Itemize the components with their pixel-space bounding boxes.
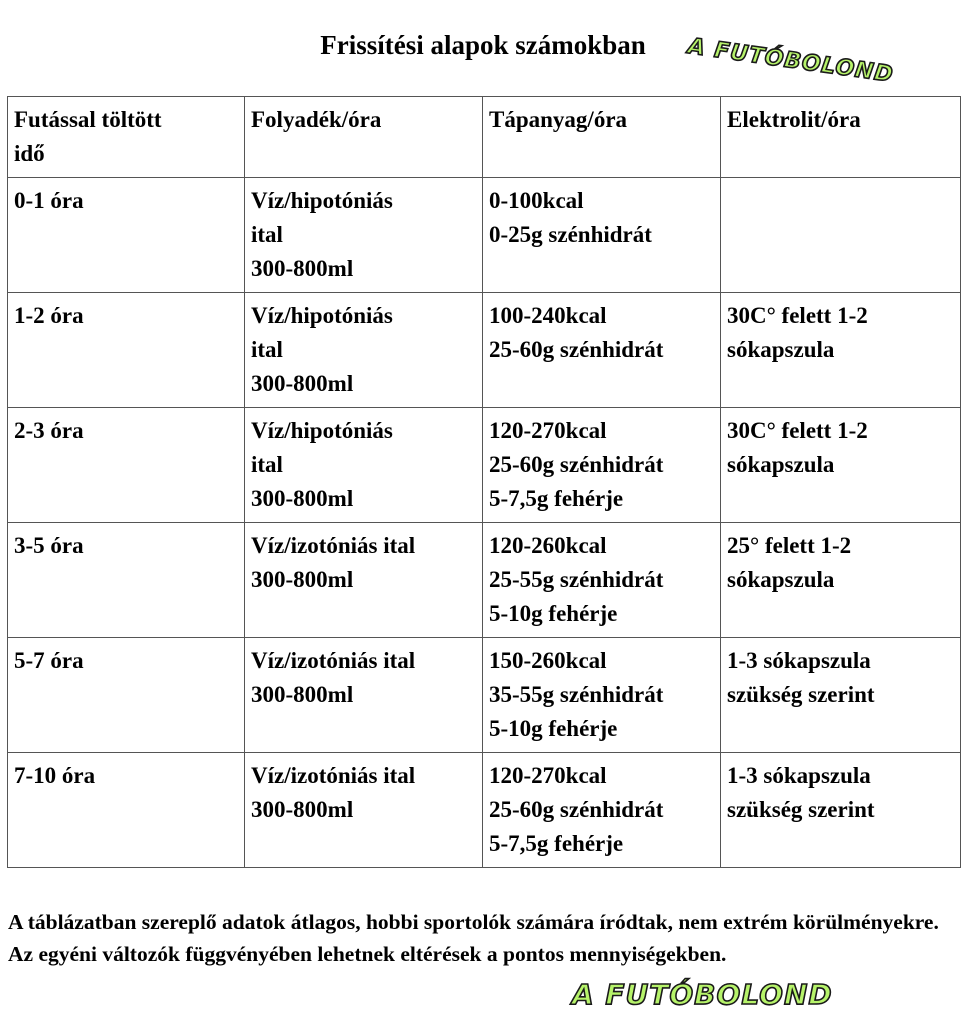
cell-line: 5-7,5g fehérje [489, 486, 624, 511]
cell-line: 300-800ml [251, 797, 354, 822]
table-cell-fluid [245, 638, 483, 753]
cell-line: Víz/izotóniás ital [251, 533, 416, 558]
cell-line: 0-100kcal [489, 188, 584, 213]
table-cell-electrolyte [721, 293, 961, 408]
table-cell-electrolyte [721, 753, 961, 868]
table-row [8, 293, 961, 408]
cell-line: 300-800ml [251, 682, 354, 707]
cell-line: 5-7 óra [14, 648, 84, 673]
cell-line: 120-260kcal [489, 533, 607, 558]
cell-line: Víz/hipotóniás [251, 418, 393, 443]
table-cell-nutrient [483, 523, 721, 638]
cell-line: Víz/hipotóniás [251, 303, 393, 328]
cell-line: 300-800ml [251, 486, 354, 511]
cell-line: 120-270kcal [489, 418, 607, 443]
cell-line: 1-2 óra [14, 303, 84, 328]
cell-line: 120-270kcal [489, 763, 607, 788]
cell-line: 5-7,5g fehérje [489, 831, 624, 856]
table-cell-fluid [245, 293, 483, 408]
cell-line: 25-60g szénhidrát [489, 797, 664, 822]
header-line: idő [14, 141, 45, 166]
cell-line: sókapszula [727, 452, 835, 477]
header-cell-nutrient [483, 97, 721, 178]
cell-line: 150-260kcal [489, 648, 607, 673]
table-cell-time [8, 293, 245, 408]
cell-line: 0-25g szénhidrát [489, 222, 652, 247]
table-cell-time [8, 523, 245, 638]
cell-line: 35-55g szénhidrát [489, 682, 664, 707]
table-cell-nutrient [483, 638, 721, 753]
brand-logo-bottom: A FUTÓBOLOND [572, 978, 833, 1011]
cell-line: Víz/hipotóniás [251, 188, 393, 213]
table-cell-time [8, 178, 245, 293]
cell-line: 30C° felett 1-2 [727, 418, 868, 443]
cell-line: 300-800ml [251, 567, 354, 592]
table-row [8, 638, 961, 753]
cell-line: 2-3 óra [14, 418, 84, 443]
cell-line: 25-55g szénhidrát [489, 567, 664, 592]
table-cell-electrolyte [721, 408, 961, 523]
table-row [8, 408, 961, 523]
table-cell-electrolyte [721, 178, 961, 293]
footnote: A táblázatban szereplő adatok átlagos, hobbi sportolók számára íródtak, nem extrém körülményekre. Az egyéni változók függvényében lehetnek eltérések a pontos mennyiségekben. [8, 910, 939, 966]
table-body [8, 97, 961, 868]
cell-line: Víz/izotóniás ital [251, 763, 416, 788]
cell-line: ital [251, 337, 283, 362]
table-cell-time [8, 638, 245, 753]
table-cell-nutrient [483, 753, 721, 868]
cell-line: 5-10g fehérje [489, 716, 618, 741]
header-line: Elektrolit/óra [727, 107, 861, 132]
header-line: Futással töltött [14, 107, 162, 132]
cell-line: 7-10 óra [14, 763, 96, 788]
cell-line: ital [251, 222, 283, 247]
refreshment-table [7, 96, 961, 868]
cell-line: 30C° felett 1-2 [727, 303, 868, 328]
table-cell-time [8, 753, 245, 868]
cell-line: Víz/izotóniás ital [251, 648, 416, 673]
cell-line: 1-3 sókapszula [727, 763, 871, 788]
cell-line: 0-1 óra [14, 188, 84, 213]
header-line: Tápanyag/óra [489, 107, 628, 132]
cell-line: 25° felett 1-2 [727, 533, 852, 558]
cell-line: 100-240kcal [489, 303, 607, 328]
table-cell-electrolyte [721, 638, 961, 753]
table-cell-fluid [245, 753, 483, 868]
table-row [8, 523, 961, 638]
header-cell-electrolyte [721, 97, 961, 178]
cell-line: 5-10g fehérje [489, 601, 618, 626]
cell-line: szükség szerint [727, 682, 875, 707]
cell-line: sókapszula [727, 567, 835, 592]
table-cell-fluid [245, 178, 483, 293]
header-line: Folyadék/óra [251, 107, 382, 132]
table-cell-nutrient [483, 178, 721, 293]
table-cell-time [8, 408, 245, 523]
brand-logo-top: A FUTÓBOLOND [686, 34, 896, 88]
cell-line: 3-5 óra [14, 533, 84, 558]
cell-line: 300-800ml [251, 371, 354, 396]
cell-line: sókapszula [727, 337, 835, 362]
cell-line: ital [251, 452, 283, 477]
table-row [8, 753, 961, 868]
table-cell-nutrient [483, 408, 721, 523]
cell-line: 25-60g szénhidrát [489, 452, 664, 477]
cell-line: 1-3 sókapszula [727, 648, 871, 673]
table-cell-fluid [245, 523, 483, 638]
table-cell-fluid [245, 408, 483, 523]
table-row [8, 178, 961, 293]
page-title: Frissítési alapok számokban [320, 30, 646, 60]
header-cell-time [8, 97, 245, 178]
table-header-row [8, 97, 961, 178]
table-cell-electrolyte [721, 523, 961, 638]
header-cell-fluid [245, 97, 483, 178]
table-cell-nutrient [483, 293, 721, 408]
cell-line: 300-800ml [251, 256, 354, 281]
cell-line: 25-60g szénhidrát [489, 337, 664, 362]
cell-line: szükség szerint [727, 797, 875, 822]
